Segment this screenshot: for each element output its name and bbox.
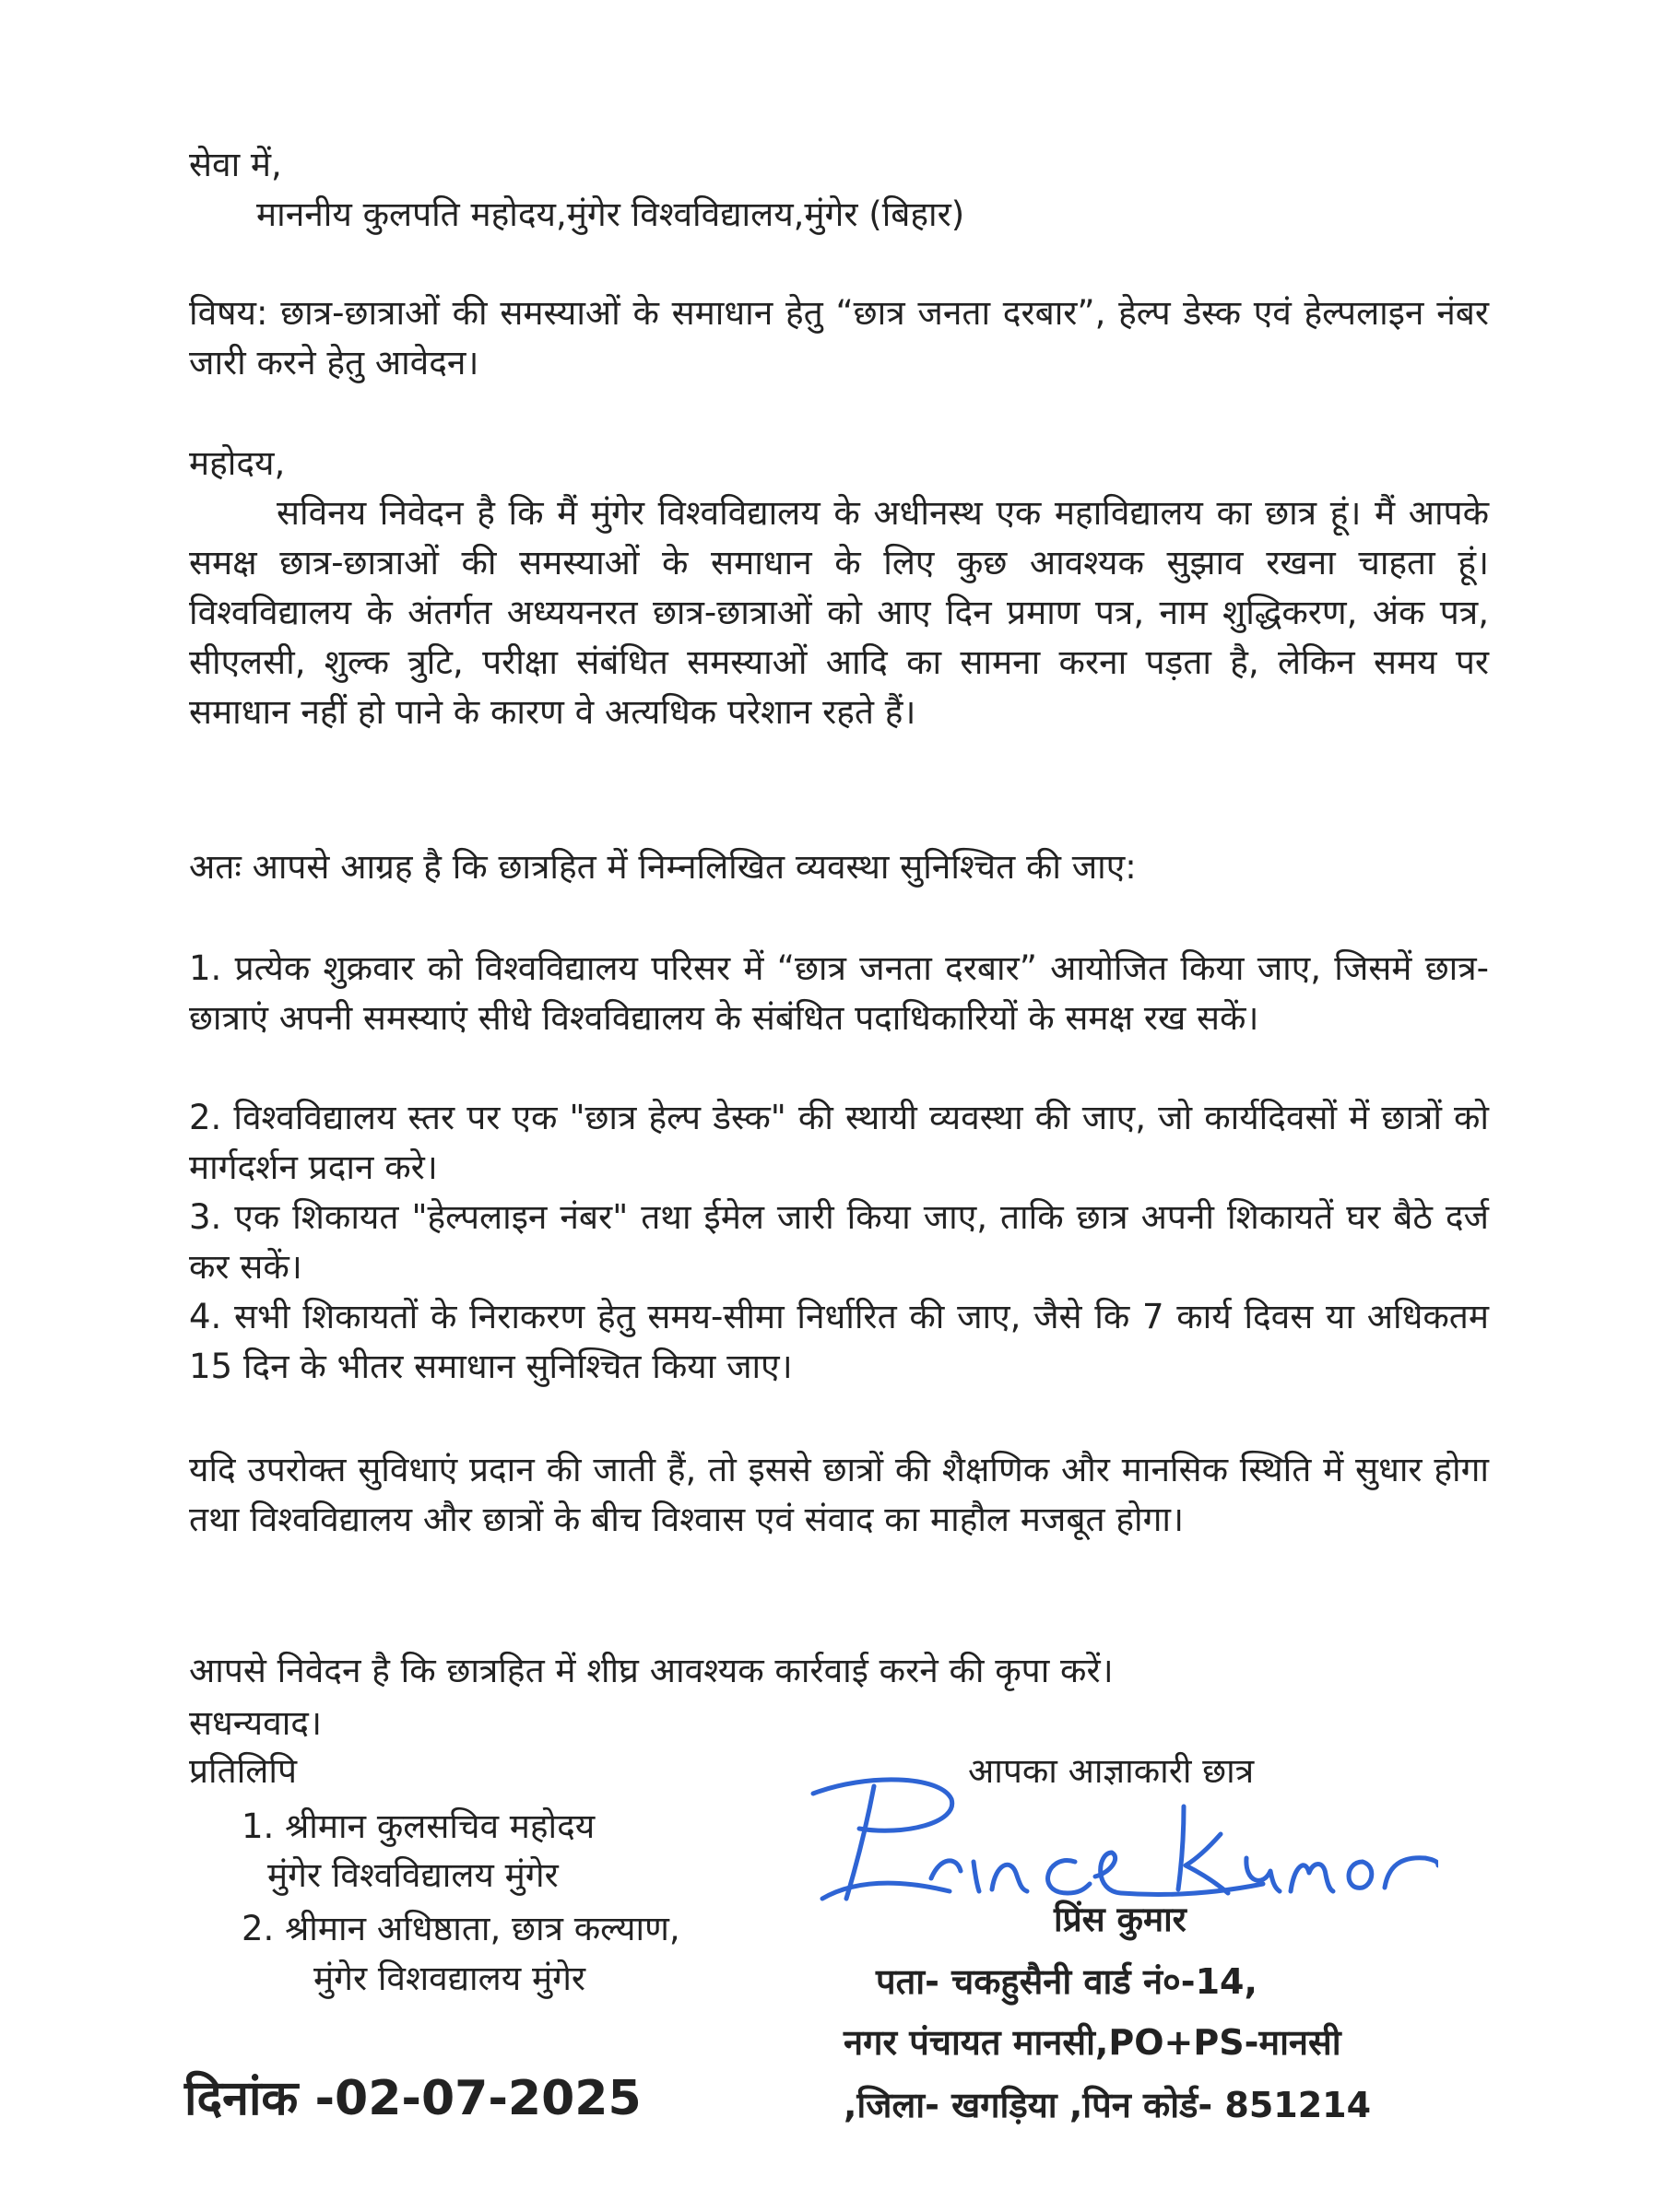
request-intro: अतः आपसे आग्रह है कि छात्रहित में निम्नलिखित व्यवस्था सुनिश्चित की जाए: <box>189 847 1137 887</box>
copy-1-place: मुंगेर विश्वविद्यालय मुंगेर <box>267 1855 559 1895</box>
address-line-1: पता- चकहुसैनी वार्ड नं०-14, <box>876 1961 1257 2002</box>
point-3: 3. एक शिकायत "हेल्पलाइन नंबर" तथा ईमेल जारी किया जाए, ताकि छात्र अपनी शिकायतें घर बैठे दर्ज कर सकें। <box>189 1197 1489 1287</box>
sender-name: प्रिंस कुमार <box>1054 1900 1187 1939</box>
address-line-3: ,जिला- खगड़िया ,पिन कोर्ड- 851214 <box>844 2085 1372 2125</box>
body-paragraph-2: यदि उपरोक्त सुविधाएं प्रदान की जाती हैं, तो इससे छात्रों की शैक्षणिक और मानसिक स्थिति में सुधार होगा तथा विश्वविद्यालय और छात्रों के बीच विश्वास एवं संवाद का माहौल मजबूत होगा। <box>189 1450 1489 1539</box>
point-4: 4. सभी शिकायतों के निराकरण हेतु समय-सीमा निर्धारित की जाए, जैसे कि 7 कार्य दिवस या अधिकतम 15 दिन के भीतर समाधान सुनिश्चित किया जाए। <box>189 1297 1489 1386</box>
letter-date: दिनांक -02-07-2025 <box>184 2071 642 2126</box>
body-paragraph-1: सविनय निवेदन है कि मैं मुंगेर विश्वविद्यालय के अधीनस्थ एक महाविद्यालय का छात्र हूं। मैं आपके समक्ष छात्र-छात्राओं की समस्याओं के समाधान के लिए कुछ आवश्यक सुझाव रखना चाहता हूं। विश्वविद्यालय के अंतर्गत अध्ययनरत छात्र-छात्राओं को आए दिन प्रमाण पत्र, नाम शुद्धिकरण, अंक पत्र, सीएलसी, शुल्क त्रुटि, परीक्षा संबंधित समस्याओं आदि का सामना करना पड़ता है, लेकिन समय पर समाधान नहीं हो पाने के कारण वे अत्यधिक परेशान रहते हैं। <box>189 493 1489 732</box>
recipient-line: माननीय कुलपति महोदय,मुंगेर विश्वविद्यालय,मुंगेर (बिहार) <box>256 194 965 234</box>
thanks: सधन्यवाद। <box>189 1703 322 1743</box>
closing-request: आपसे निवेदन है कि छात्रहित में शीघ्र आवश्यक कार्रवाई करने की कृपा करें। <box>189 1651 1114 1690</box>
handwritten-signature <box>802 1770 1438 1908</box>
point-1: 1. प्रत्येक शुक्रवार को विश्वविद्यालय परिसर में “छात्र जनता दरबार” आयोजित किया जाए, जिसमें छात्र-छात्राएं अपनी समस्याएं सीधे विश्वविद्यालय के संबंधित पदाधिकारियों के समक्ष रख सकें। <box>189 948 1489 1038</box>
subject-line: विषय: छात्र-छात्राओं की समस्याओं के समाधान हेतु “छात्र जनता दरबार”, हेल्प डेस्क एवं हेल्पलाइन नंबर जारी करने हेतु आवेदन। <box>189 293 1489 382</box>
greeting: महोदय, <box>189 443 286 483</box>
copy-label: प्रतिलिपि <box>189 1751 297 1791</box>
sign-off: आपका आज्ञाकारी छात्र <box>968 1751 1255 1791</box>
point-2: 2. विश्वविद्यालय स्तर पर एक "छात्र हेल्प डेस्क" की स्थायी व्यवस्था की जाए, जो कार्यदिवसों में छात्रों को मार्गदर्शन प्रदान करे। <box>189 1098 1489 1187</box>
copy-2-place: मुंगेर विशवद्यालय मुंगेर <box>313 1959 586 1998</box>
address-line-2: नगर पंचायत मानसी,PO+PS-मानसी <box>844 2022 1341 2063</box>
salutation: सेवा में, <box>189 145 282 184</box>
copy-1-title: 1. श्रीमान कुलसचिव महोदय <box>242 1806 596 1846</box>
copy-2-title: 2. श्रीमान अधिष्ठाता, छात्र कल्याण, <box>242 1909 680 1948</box>
